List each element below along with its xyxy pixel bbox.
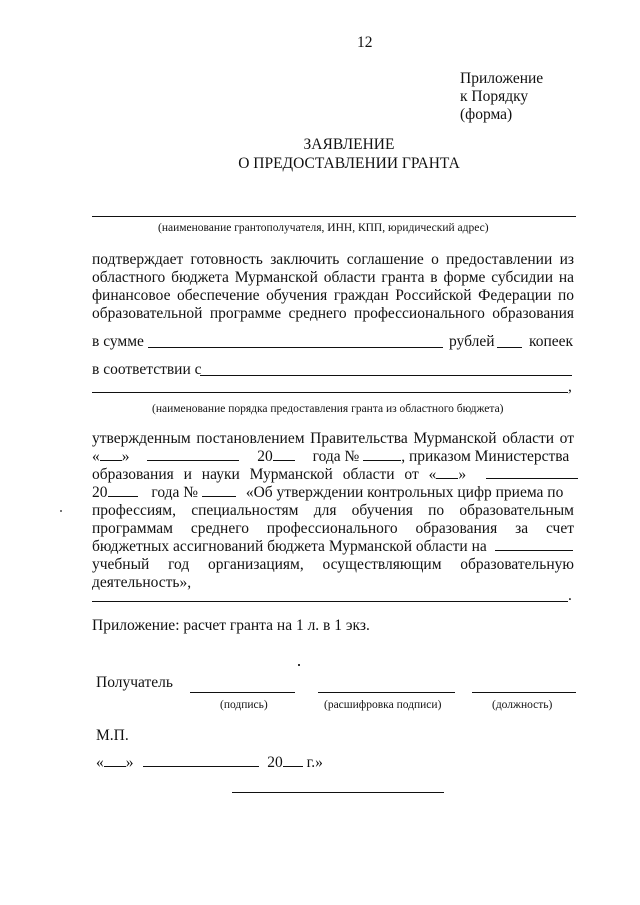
- title-line-1: ЗАЯВЛЕНИЕ: [303, 136, 395, 153]
- quote-open: «: [92, 448, 100, 465]
- signature-line[interactable]: [190, 692, 295, 693]
- para2-line-8: учебный год организациям, осуществляющим образовательную: [92, 556, 574, 573]
- date-month-field[interactable]: [143, 754, 259, 767]
- date-year-field[interactable]: [283, 754, 303, 767]
- extra-line[interactable]: [92, 601, 568, 602]
- date-quote-close: »: [125, 754, 134, 771]
- accordance-field[interactable]: [200, 375, 572, 376]
- date-suffix: г.»: [306, 754, 323, 771]
- quote-close: »: [121, 448, 130, 465]
- speck: [298, 664, 300, 666]
- budget-text: бюджетных ассигнований бюджета Мурманской области на: [92, 538, 487, 555]
- attachment-text: Приложение: расчет гранта на 1 л. в 1 экз.: [92, 617, 370, 634]
- decoding-caption: (расшифровка подписи): [324, 699, 442, 711]
- ministry-text: образования и науки Мурманской области от «: [92, 466, 437, 483]
- para2-line-3: [92, 466, 578, 484]
- title-line-2: О ПРЕДОСТАВЛЕНИИ ГРАНТА: [238, 155, 460, 172]
- date-line: [96, 754, 323, 772]
- appendix-line-3: (форма): [460, 106, 513, 123]
- year-number-label: года №: [312, 448, 360, 465]
- order-title: «Об утверждении контрольных цифр приема по: [245, 484, 564, 501]
- para2-line-5: профессиям, специальностям для обучения по образовательным: [92, 502, 574, 519]
- ministry-month-field[interactable]: [486, 466, 578, 479]
- recipient-label: Получатель: [96, 674, 173, 691]
- day-field[interactable]: [100, 448, 122, 461]
- sum-prefix: в сумме: [92, 333, 144, 350]
- month-field[interactable]: [147, 448, 239, 461]
- order-caption: (наименование порядка предоставления гранта из областного бюджета): [152, 403, 504, 415]
- stamp-label: М.П.: [96, 727, 129, 744]
- year-field[interactable]: [273, 448, 295, 461]
- position-line[interactable]: [472, 692, 576, 693]
- para2-line-9: деятельность»,: [92, 574, 192, 591]
- order-text: , приказом Министерства: [401, 448, 570, 465]
- appendix-line-1: Приложение: [460, 70, 544, 87]
- quote-close-2: »: [458, 466, 467, 483]
- sum-kop-label: копеек: [529, 333, 574, 350]
- sum-rub-label: рублей: [449, 333, 495, 350]
- para1-line-2: областного бюджета Мурманской области гранта в форме субсидии на: [92, 269, 574, 286]
- period: .: [568, 587, 572, 604]
- accordance-field-2[interactable]: [92, 392, 568, 393]
- signature-caption: (подпись): [220, 699, 268, 711]
- appendix-line-2: к Порядку: [460, 88, 529, 105]
- year-prefix: 20: [257, 448, 273, 465]
- decoding-line[interactable]: [318, 692, 455, 693]
- date-day-field[interactable]: [104, 754, 126, 767]
- ministry-year-field[interactable]: [108, 484, 138, 497]
- sum-rub-field[interactable]: [148, 347, 443, 348]
- para2-line-1: утвержденным постановлением Правительства Мурманской области от: [92, 430, 574, 447]
- recipient-caption: (наименование грантополучателя, ИНН, КПП, юридический адрес): [158, 222, 489, 234]
- para1-line-4: образовательной программе среднего профессионального образования: [92, 305, 574, 322]
- academic-year-field[interactable]: [495, 538, 573, 551]
- margin-dot: [60, 510, 62, 512]
- para2-line-6: программам среднего профессионального образования за счет: [92, 520, 574, 537]
- ministry-day-field[interactable]: [436, 466, 458, 479]
- order-number-field[interactable]: [202, 484, 236, 497]
- accordance-prefix: в соответствии с: [92, 361, 202, 378]
- recipient-name-line: [92, 216, 576, 217]
- closing-rule: [232, 792, 444, 793]
- para1-line-1: подтверждает готовность заключить соглашение о предоставлении из: [92, 251, 574, 268]
- para1-line-3: финансовое обеспечение обучения граждан Российской Федерации по: [92, 287, 574, 304]
- para2-line-7: [92, 538, 573, 556]
- page-number: 12: [357, 34, 373, 51]
- comma: ,: [568, 378, 572, 395]
- year-prefix-2: 20: [92, 484, 108, 501]
- date-year-prefix: 20: [267, 754, 283, 771]
- position-caption: (должность): [492, 699, 553, 711]
- order-number-label: года №: [151, 484, 199, 501]
- date-quote-open: «: [96, 754, 104, 771]
- decree-number-field[interactable]: [363, 448, 401, 461]
- para2-line-2: [92, 448, 574, 466]
- sum-kop-field[interactable]: [497, 347, 522, 348]
- para2-line-4: [92, 484, 563, 502]
